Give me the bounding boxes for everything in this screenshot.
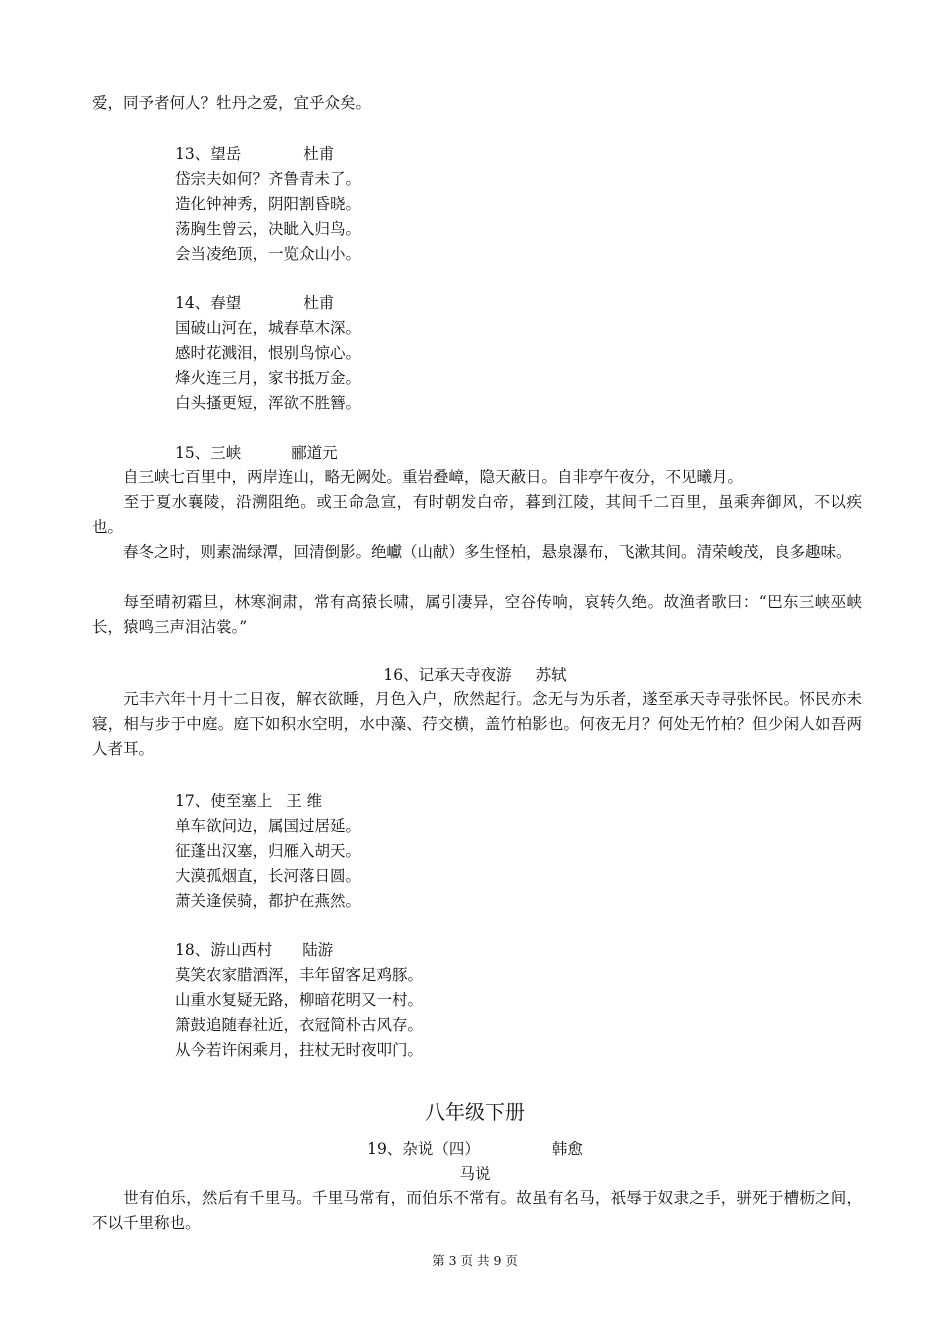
prose-15-paragraph-1: 自三峡七百里中，两岸连山，略无阙处。重岩叠嶂，隐天蔽日。自非亭午夜分，不见曦月。 [123,468,744,486]
page-footer: 第 3 页 共 9 页 [432,1253,518,1268]
poem-17-line-4: 萧关逢侯骑，都护在燕然。 [175,892,362,910]
prose-19-subtitle: 马说 [459,1165,491,1183]
prose-15-paragraph-3: 春冬之时，则素湍绿潭，回清倒影。绝巘（山献）多生怪柏，悬泉瀑布，飞漱其间。清荣峻茂，良多趣味。 [123,543,852,561]
poem-18-line-3: 箫鼓追随春社近，衣冠简朴古风存。 [175,1016,424,1034]
poem-17-line-3: 大漠孤烟直，长河落日圆。 [175,867,362,885]
poem-17-line-1: 单车欲问边，属国过居延。 [175,817,362,835]
prose-15-author: 郦道元 [291,444,338,462]
section-heading: 八年级下册 [425,1100,525,1124]
poem-14-line-1: 国破山河在，城春草木深。 [175,319,362,337]
prose-16-heading [0,665,950,685]
poem-13-line-4: 会当凌绝顶，一览众山小。 [175,245,362,263]
prose-15-heading [175,443,338,463]
prose-15-title: 15、三峡 [175,444,242,462]
poem-18-line-4: 从今若许闲乘月，拄杖无时夜叩门。 [175,1041,424,1059]
poem-13-author: 杜甫 [303,145,335,163]
poem-17-heading [175,791,322,811]
poem-13-title: 13、望岳 [175,145,242,163]
poem-17-line-2: 征蓬出汉塞，归雁入胡天。 [175,842,362,860]
poem-18-line-2: 山重水复疑无路，柳暗花明又一村。 [175,991,424,1009]
prose-16-paragraph: 元丰六年十月十二日夜，解衣欲睡，月色入户，欣然起行。念无与为乐者，遂至承天寺寻张怀民。怀民亦未寝，相与步于中庭。庭下如积水空明，水中藻、荇交横，盖竹柏影也。何夜无月？何处无竹柏？但少闲人如吾两人者耳。 [92,690,862,758]
poem-17-author: 王 维 [286,792,323,810]
poem-18-author: 陆游 [302,941,334,959]
poem-13-line-2: 造化钟神秀，阴阳割昏晓。 [175,195,362,213]
prose-16-author: 苏轼 [535,666,567,684]
continuation-line: 爱，同予者何人？牡丹之爱，宜乎众矣。 [92,94,372,112]
prose-19-author: 韩愈 [551,1140,583,1158]
poem-14-line-3: 烽火连三月，家书抵万金。 [175,369,362,387]
poem-13-line-3: 荡胸生曾云，决眦入归鸟。 [175,220,362,238]
prose-19-title: 19、杂说（四） [367,1140,480,1158]
poem-18-heading [175,940,333,960]
poem-14-author: 杜甫 [303,294,335,312]
poem-14-title: 14、春望 [175,294,242,312]
poem-17-title: 17、使至塞上 [175,792,273,810]
poem-13-heading [175,144,334,164]
prose-19-paragraph: 世有伯乐，然后有千里马。千里马常有，而伯乐不常有。故虽有名马，祇辱于奴隶之手，骈死于槽枥之间，不以千里称也。 [92,1189,862,1232]
poem-18-line-1: 莫笑农家腊酒浑，丰年留客足鸡豚。 [175,966,424,984]
poem-14-line-4: 白头搔更短，浑欲不胜簪。 [175,394,362,412]
poem-14-heading [175,293,334,313]
poem-14-line-2: 感时花溅泪，恨别鸟惊心。 [175,344,362,362]
poem-18-title: 18、游山西村 [175,941,273,959]
prose-19-heading [0,1139,950,1159]
prose-15-paragraph-2: 至于夏水襄陵，沿溯阻绝。或王命急宣，有时朝发白帝，暮到江陵，其间千二百里，虽乘奔御风，不以疾也。 [92,493,862,536]
prose-16-title: 16、记承天寺夜游 [383,666,512,684]
poem-13-line-1: 岱宗夫如何？齐鲁青未了。 [175,170,362,188]
prose-15-paragraph-4: 每至晴初霜旦，林寒涧肃，常有高猿长啸，属引凄异，空谷传响，哀转久绝。故渔者歌曰：“巴东三峡巫峡长，猿鸣三声泪沾裳。” [92,593,862,636]
